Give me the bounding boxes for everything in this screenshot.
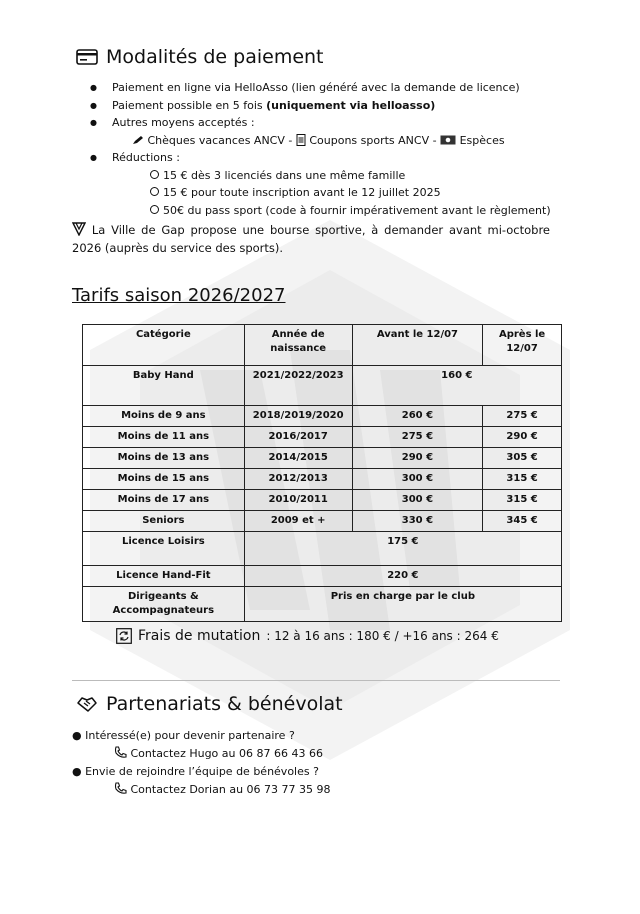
table-row: Moins de 17 ans 2010/2011 300 € 315 € <box>83 490 562 511</box>
payment-title-text: Modalités de paiement <box>106 46 324 68</box>
list-item: 15 € dès 3 licenciés dans une même famille <box>90 167 551 185</box>
partners-title-text: Partenariats & bénévolat <box>106 693 343 715</box>
table-row: Licence Loisirs 175 € <box>83 532 562 566</box>
phone-icon <box>114 746 127 759</box>
pencil-icon <box>132 135 144 145</box>
table-header-row <box>83 325 562 366</box>
contact-line: Contactez Hugo au 06 87 66 43 66 <box>72 745 331 763</box>
table-row: Baby Hand 2021/2022/2023 160 € <box>83 366 562 406</box>
table-row: Seniors 2009 et + 330 € 345 € <box>83 511 562 532</box>
payment-section-title <box>76 46 324 68</box>
column-header: Année de naissance <box>244 325 352 366</box>
contact-line: Contactez Dorian au 06 73 77 35 98 <box>72 781 331 799</box>
bourse-paragraph: La Ville de Gap propose une bourse sportive, à demander avant mi-octobre 2026 (auprès du service des sports). <box>72 223 551 255</box>
partners-list <box>72 727 331 799</box>
tarifs-table <box>82 324 562 622</box>
mutation-fees: Frais de mutation : 12 à 16 ans : 180 € / +16 ans : 264 € <box>116 628 499 644</box>
list-item: ● Paiement en ligne via HelloAsso (lien généré avec la demande de licence) <box>90 79 551 97</box>
column-header: Catégorie <box>83 325 245 366</box>
banknote-icon <box>440 135 456 145</box>
table-row: Licence Hand-Fit 220 € <box>83 566 562 587</box>
column-header: Avant le 12/07 <box>352 325 483 366</box>
list-item: ● Autres moyens acceptés : <box>90 114 551 132</box>
column-header: Après le 12/07 <box>483 325 562 366</box>
list-item: ● Paiement possible en 5 fois (uniquement via helloasso) <box>90 97 551 115</box>
table-row: Dirigeants & Accompagnateurs Pris en charge par le club <box>83 587 562 622</box>
credit-card-icon <box>76 49 98 65</box>
table-row: Moins de 15 ans 2012/2013 300 € 315 € <box>83 469 562 490</box>
table-row: Moins de 11 ans 2016/2017 275 € 290 € <box>83 427 562 448</box>
table-row: Moins de 9 ans 2018/2019/2020 260 € 275 € <box>83 406 562 427</box>
divider <box>72 680 560 681</box>
phone-icon <box>114 782 127 795</box>
partners-section-title <box>76 693 343 715</box>
list-item: ● Intéressé(e) pour devenir partenaire ? <box>72 729 295 742</box>
document-icon <box>296 134 306 146</box>
handshake-icon <box>76 694 98 714</box>
payment-list <box>90 79 551 219</box>
list-item: 15 € pour toute inscription avant le 12 juillet 2025 <box>90 184 551 202</box>
list-item: ● Envie de rejoindre l’équipe de bénévoles ? <box>72 765 319 778</box>
list-item: ● Réductions : <box>90 149 551 167</box>
tarifs-title: Tarifs saison 2026/2027 <box>72 285 286 306</box>
payment-means: Chèques vacances ANCV - Coupons sports ANCV - Espèces <box>90 132 551 150</box>
table-row: Moins de 13 ans 2014/2015 290 € 305 € <box>83 448 562 469</box>
list-item: 50€ du pass sport (code à fournir impérativement avant le règlement) <box>90 202 551 220</box>
transfer-icon <box>116 628 132 644</box>
medal-icon <box>72 222 86 236</box>
